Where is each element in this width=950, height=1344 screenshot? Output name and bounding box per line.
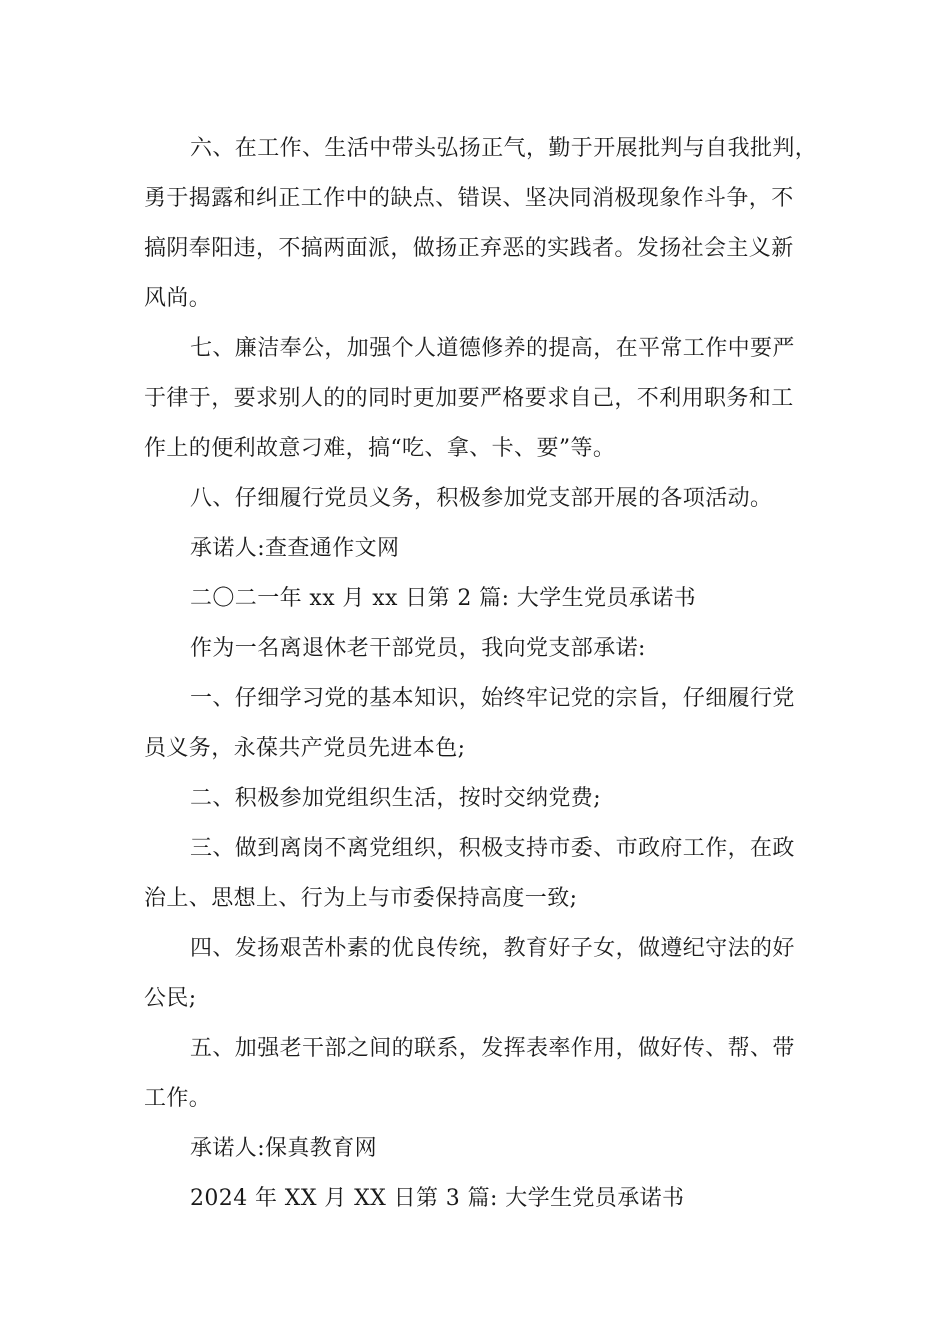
paragraph-8-line-1: 八、仔细履行党员义务，积极参加党支部开展的各项活动。 (190, 486, 773, 511)
paragraph-6-line-4: 风尚。 (144, 286, 212, 311)
date-and-section-3-title: 2024 年 XX 月 XX 日第 3 篇: 大学生党员承诺书 (190, 1186, 685, 1211)
promise-5-line-2: 工作。 (144, 1086, 212, 1111)
section-2-intro: 作为一名离退休老干部党员，我向党支部承诺: (190, 636, 646, 661)
promise-3-line-2: 治上、思想上、行为上与市委保持高度一致; (144, 886, 578, 911)
paragraph-7-line-2: 于律于，要求别人的的同时更加要严格要求自己，不利用职务和工 (144, 386, 794, 411)
promise-1-line-1: 一、仔细学习党的基本知识，始终牢记党的宗旨，仔细履行党 (190, 686, 795, 711)
paragraph-6-line-3: 搞阴奉阳违，不搞两面派，做扬正弃恶的实践者。发扬社会主义新 (144, 236, 794, 261)
paragraph-6-line-1: 六、在工作、生活中带头弘扬正气，勤于开展批判与自我批判， (190, 136, 818, 161)
paragraph-6-line-2: 勇于揭露和纠正工作中的缺点、错误、坚决同消极现象作斗争，不 (144, 186, 794, 211)
signature-1: 承诺人:查查通作文网 (190, 536, 400, 561)
promise-4-line-1: 四、发扬艰苦朴素的优良传统，教育好子女，做遵纪守法的好 (190, 936, 795, 961)
promise-1-line-2: 员义务，永葆共产党员先进本色; (144, 736, 466, 761)
paragraph-7-line-3: 作上的便利故意刁难，搞“吃、拿、卡、要”等。 (144, 436, 616, 461)
signature-2: 承诺人:保真教育网 (190, 1136, 378, 1161)
promise-2-line-1: 二、积极参加党组织生活，按时交纳党费; (190, 786, 602, 811)
promise-4-line-2: 公民; (144, 986, 197, 1011)
date-and-section-2-title: 二〇二一年 xx 月 xx 日第 2 篇: 大学生党员承诺书 (190, 586, 696, 611)
promise-5-line-1: 五、加强老干部之间的联系，发挥表率作用，做好传、帮、带 (190, 1036, 795, 1061)
promise-3-line-1: 三、做到离岗不离党组织，积极支持市委、市政府工作，在政 (190, 836, 795, 861)
paragraph-7-line-1: 七、廉洁奉公，加强个人道德修养的提高，在平常工作中要严 (190, 336, 795, 361)
